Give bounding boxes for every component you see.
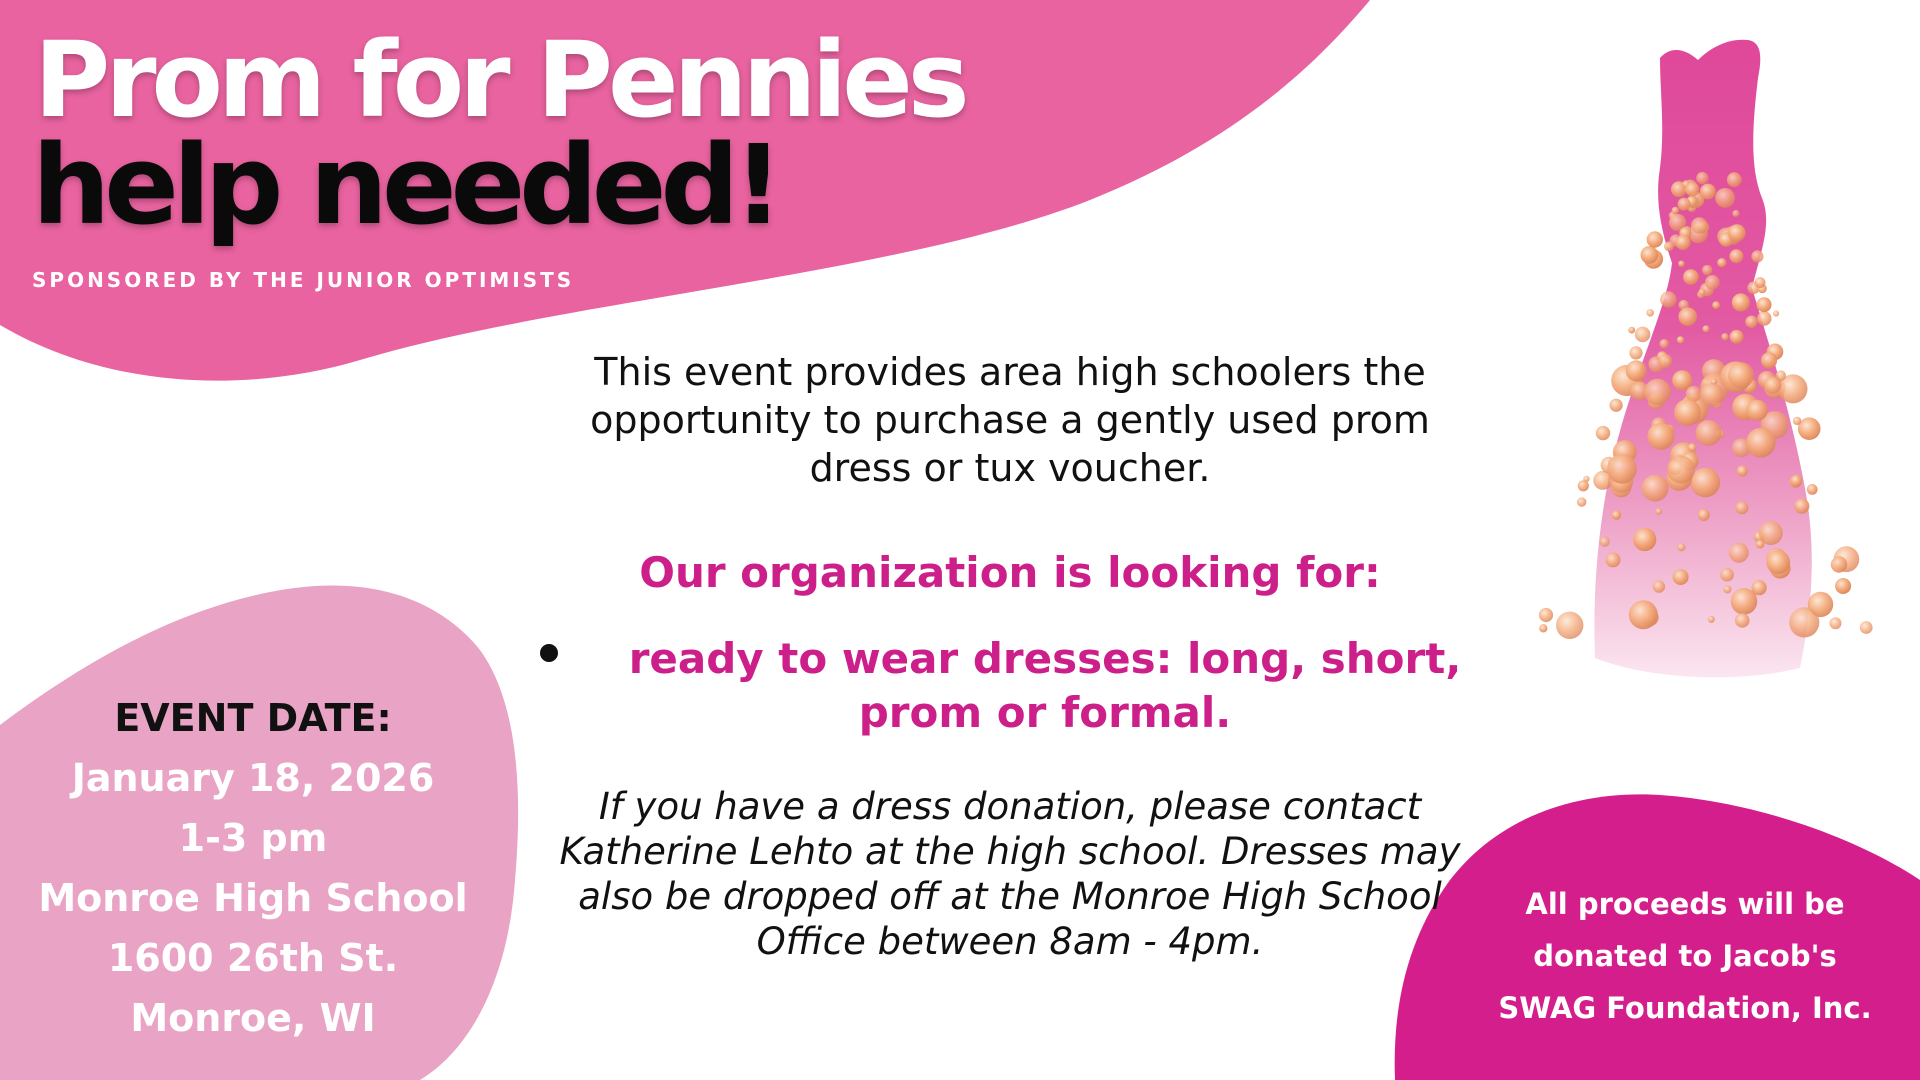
bead-icon [1676, 235, 1691, 250]
bead-icon [1773, 310, 1779, 316]
bead-icon [1723, 585, 1731, 593]
bead-icon [1678, 307, 1697, 326]
bead-icon [1683, 269, 1699, 285]
bead-icon [1691, 468, 1721, 498]
bead-icon [1660, 291, 1676, 307]
bead-icon [1735, 613, 1750, 628]
bead-icon [1678, 261, 1684, 267]
event-address: 1600 26th St. [107, 936, 399, 980]
bead-icon [1830, 617, 1842, 629]
bead-icon [1705, 275, 1720, 290]
bead-icon [1715, 188, 1735, 208]
bead-icon [1755, 277, 1766, 288]
dress-icon [1500, 18, 1920, 698]
bead-icon [1647, 423, 1674, 450]
proceeds-note [1470, 878, 1900, 1034]
bead-icon [1835, 578, 1851, 594]
bead-icon [1831, 556, 1847, 572]
bead-icon [1746, 428, 1776, 458]
bead-icon [1793, 417, 1801, 425]
bead-icon [1745, 316, 1757, 328]
bead-icon [1691, 217, 1708, 234]
contact-text: If you have a dress donation, please contact Katherine Lehto at the high school. Dresses may also be dropped off at the Monroe High School Office between 8am - 4pm. [559, 785, 1461, 963]
bead-icon [1664, 241, 1674, 251]
bead-icon [1789, 607, 1819, 637]
bead-icon [1672, 370, 1692, 390]
bead-icon [1578, 480, 1589, 491]
bead-icon [1556, 612, 1583, 639]
bead-icon [1721, 333, 1728, 340]
bead-icon [1539, 608, 1553, 622]
bead-icon [1717, 258, 1726, 267]
bead-icon [1703, 325, 1710, 332]
bead-icon [1747, 400, 1768, 421]
event-details [0, 688, 506, 1048]
bead-icon [1644, 379, 1670, 405]
bead-icon [1720, 568, 1734, 582]
bead-icon [1539, 624, 1547, 632]
bead-icon [1677, 543, 1685, 551]
bead-icon [1667, 456, 1695, 484]
bead-icon [1646, 309, 1654, 317]
bead-icon [1653, 580, 1665, 592]
bead-icon [1628, 327, 1635, 334]
event-label: EVENT DATE: [114, 696, 392, 740]
title-line-2: help needed! [32, 121, 778, 249]
bead-icon [1673, 569, 1689, 585]
bead-icon [1735, 501, 1748, 514]
bead-icon [1577, 497, 1586, 506]
bead-icon [1728, 362, 1754, 388]
bead-icon [1698, 289, 1705, 296]
bead-icon [1698, 509, 1710, 521]
bead-icon [1702, 265, 1712, 275]
bead-icon [1688, 443, 1696, 451]
bead-icon [1728, 224, 1745, 241]
proceeds-line-2: donated to Jacob's [1533, 939, 1837, 973]
bead-icon [1712, 301, 1720, 309]
bead-icon [1672, 207, 1679, 214]
bead-icon [1737, 466, 1748, 477]
bead-icon [1677, 336, 1684, 343]
event-date: January 18, 2026 [71, 756, 435, 800]
proceeds-line-1: All proceeds will be [1525, 887, 1845, 921]
bead-icon [1727, 172, 1742, 187]
bead-icon [1761, 352, 1777, 368]
bead-icon [1751, 250, 1763, 262]
bead-icon [1807, 484, 1818, 495]
event-city: Monroe, WI [130, 996, 376, 1040]
bead-icon [1729, 543, 1749, 563]
bead-icon [1794, 499, 1809, 514]
bead-icon [1606, 552, 1621, 567]
bead-icon [1759, 521, 1783, 545]
bead-icon [1607, 454, 1637, 484]
bead-icon [1642, 475, 1669, 502]
bead-icon [1700, 184, 1716, 200]
bead-icon [1610, 399, 1623, 412]
looking-for-heading: Our organization is looking for: [639, 548, 1381, 597]
bead-icon [1674, 399, 1701, 426]
bead-icon [1732, 210, 1739, 217]
bead-icon [1685, 182, 1699, 196]
bead-icon [1647, 231, 1663, 247]
bead-icon [1791, 475, 1803, 487]
bead-icon [1776, 370, 1786, 380]
bead-icon [1629, 600, 1658, 629]
bead-icon [1860, 621, 1873, 634]
bead-icon [1766, 550, 1790, 574]
bead-icon [1757, 311, 1771, 325]
bead-icon [1633, 528, 1656, 551]
list-item: ready to wear dresses: long, short, prom or formal. [628, 634, 1462, 737]
bead-icon [1708, 616, 1715, 623]
bead-icon [1658, 354, 1672, 368]
bead-icon [1629, 346, 1642, 359]
proceeds-line-3: SWAG Foundation, Inc. [1498, 991, 1872, 1025]
title-line-1: Prom for Pennies [34, 19, 965, 141]
bead-icon [1641, 246, 1659, 264]
bead-icon [1729, 249, 1743, 263]
bead-icon [1626, 360, 1647, 381]
bead-icon [1730, 330, 1744, 344]
bead-icon [1678, 198, 1691, 211]
event-time: 1-3 pm [178, 816, 328, 860]
intro-text: This event provides area high schoolers the opportunity to purchase a gently used prom dress or tux voucher. [590, 350, 1430, 490]
bead-icon [1732, 293, 1750, 311]
bead-icon [1700, 383, 1724, 407]
bullet-icon [540, 644, 558, 662]
bead-icon [1596, 426, 1610, 440]
bead-icon [1696, 172, 1708, 184]
bead-icon [1655, 508, 1662, 515]
event-location: Monroe High School [38, 876, 468, 920]
bead-icon [1612, 510, 1621, 519]
bead-icon [1696, 420, 1722, 446]
bead-icon [1659, 339, 1668, 348]
sponsor-text: SPONSORED BY THE JUNIOR OPTIMISTS [32, 268, 575, 292]
bead-icon [1600, 537, 1610, 547]
bead-icon [1752, 580, 1767, 595]
bead-icon [1757, 297, 1772, 312]
bead-icon [1635, 327, 1651, 343]
